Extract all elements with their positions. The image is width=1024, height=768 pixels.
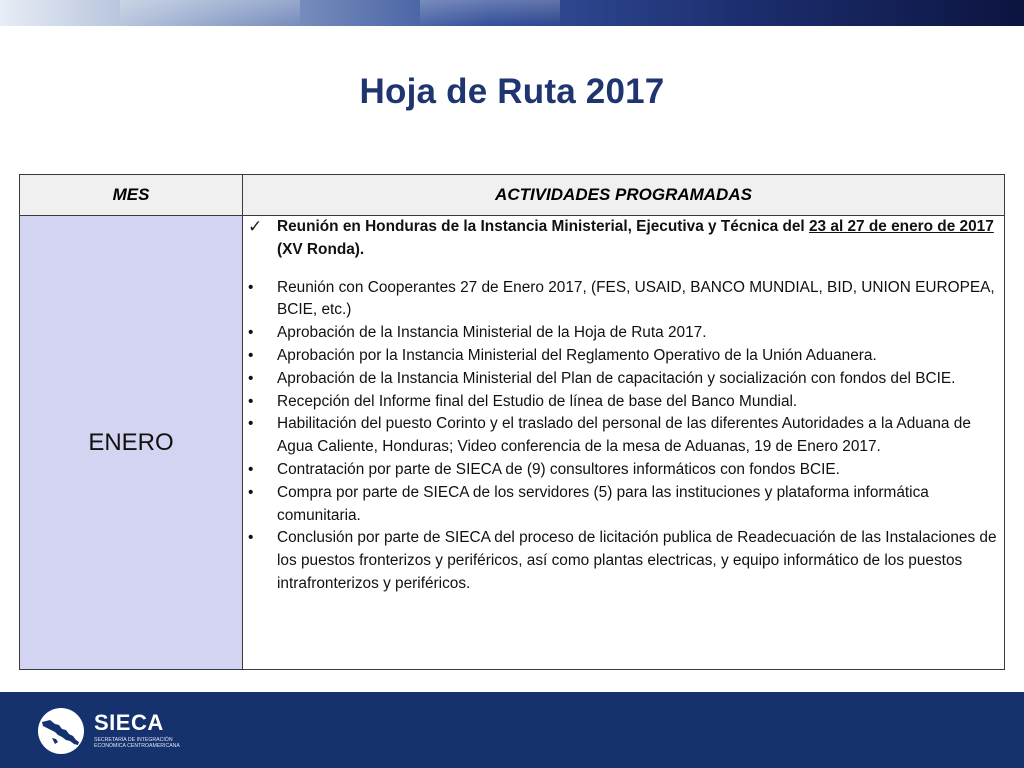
bullet-icon: • — [248, 415, 254, 433]
list-item — [243, 216, 1004, 262]
activity-list — [243, 216, 1004, 596]
list-item — [243, 482, 1004, 528]
activity-text: Aprobación por la Instancia Ministerial del Reglamento Operativo de la Unión Aduanera. — [277, 346, 877, 364]
table-row — [20, 216, 1005, 670]
activity-text: Conclusión por parte de SIECA del proceso de licitación publica de Readecuación de las Instalaciones de los puestos fronterizos y periféricos, así como plantas electricas, y equipo informático de los puestos intrafronterizos y periféricos. — [277, 529, 997, 592]
list-item — [243, 527, 1004, 595]
list-item — [243, 345, 1004, 368]
top-banner — [0, 0, 1024, 26]
activity-text: Recepción del Informe final del Estudio de línea de base del Banco Mundial. — [277, 392, 798, 410]
list-item — [243, 391, 1004, 414]
activity-text: Compra por parte de SIECA de los servidores (5) para las instituciones y plataforma informática comunitaria. — [277, 483, 929, 524]
activity-text: Aprobación de la Instancia Ministerial del Plan de capacitación y socialización con fondos del BCIE. — [277, 369, 956, 387]
list-item — [243, 368, 1004, 391]
activity-text: Reunión con Cooperantes 27 de Enero 2017, (FES, USAID, BANCO MUNDIAL, BID, UNION EUROPEA, BCIE, etc.) — [277, 278, 995, 319]
activity-date-underlined: 23 al 27 de enero de 2017 — [808, 218, 994, 235]
banner-streak — [420, 0, 560, 26]
activities-header: ACTIVIDADES PROGRAMADAS — [243, 175, 1005, 216]
logo-subtitle-line: SECRETARÍA DE INTEGRACIÓN — [94, 737, 173, 743]
list-item — [243, 413, 1004, 459]
bullet-icon: • — [248, 346, 254, 364]
bullet-icon: • — [248, 324, 254, 342]
bullet-icon: • — [248, 529, 254, 547]
month-cell: ENERO — [20, 216, 243, 670]
bullet-icon: • — [248, 278, 254, 296]
bullet-icon: • — [248, 483, 254, 501]
checkmark-icon: ✓ — [248, 217, 263, 236]
logo-subtitle-line: ECONÓMICA CENTROAMERICANA — [94, 743, 180, 750]
activity-text-bold: Reunión en Honduras de la Instancia Ministerial, Ejecutiva y Técnica del — [277, 218, 809, 235]
list-item — [243, 322, 1004, 345]
logo-name: SIECA — [94, 710, 164, 735]
month-header: MES — [20, 175, 243, 216]
logo-subtitle — [94, 737, 194, 750]
list-item — [243, 277, 1004, 323]
list-item — [243, 459, 1004, 482]
activity-text: Contratación por parte de SIECA de (9) consultores informáticos con fondos BCIE. — [277, 460, 840, 478]
activity-text-suffix: (XV Ronda). — [277, 240, 365, 258]
activities-cell — [243, 216, 1005, 670]
bullet-icon: • — [248, 392, 254, 410]
page-title: Hoja de Ruta 2017 — [359, 72, 665, 111]
bullet-icon: • — [248, 369, 254, 387]
central-america-map-icon — [38, 708, 84, 754]
bullet-icon: • — [248, 460, 254, 478]
sieca-logo — [38, 708, 198, 754]
activity-text: Aprobación de la Instancia Ministerial de la Hoja de Ruta 2017. — [277, 324, 707, 342]
table-header-row — [20, 175, 1005, 216]
activity-text: Habilitación del puesto Corinto y el traslado del personal de las diferentes Autoridades a la Aduana de Agua Caliente, Honduras; Video conferencia de la mesa de Aduanas, 19 de Enero 2017. — [277, 415, 971, 456]
banner-streak — [120, 0, 300, 26]
roadmap-table — [19, 174, 1005, 670]
